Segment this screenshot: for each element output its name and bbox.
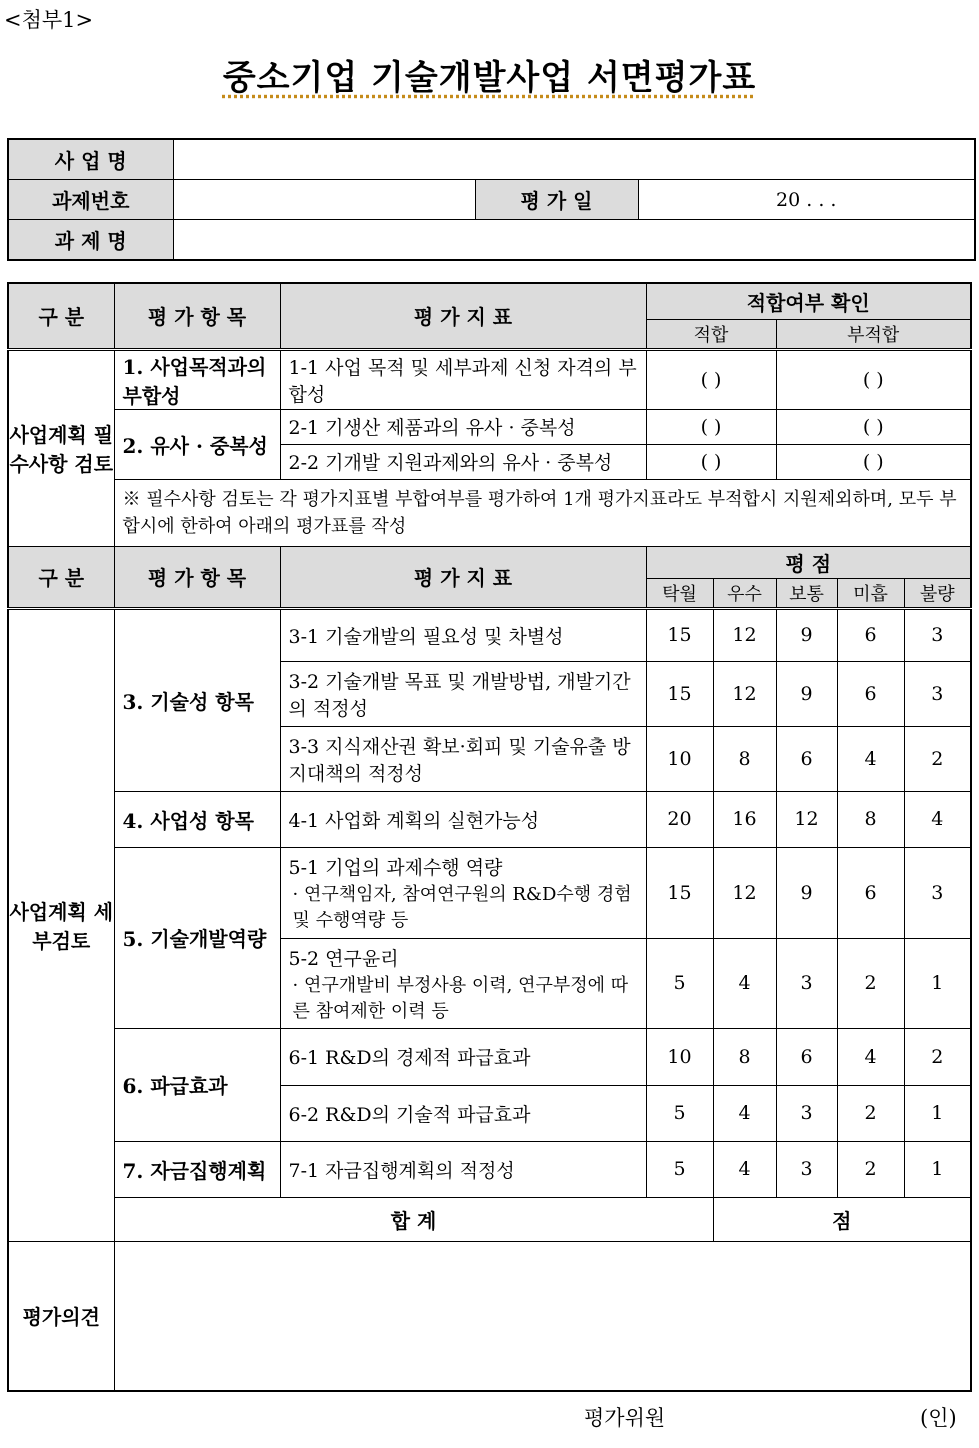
score-cell[interactable]: 8 [713,1028,776,1085]
grade-good: 우수 [713,578,776,608]
score-cell[interactable]: 8 [837,791,904,847]
score-cell[interactable]: 10 [646,726,713,791]
score-cell[interactable]: 2 [904,1028,971,1085]
score-cell[interactable]: 20 [646,791,713,847]
score-cell[interactable]: 15 [646,847,713,938]
header-fit: 적합 [646,319,776,349]
detail-section-label: 사업계획 세부검토 [8,608,114,1241]
business-name-field[interactable] [173,139,975,180]
required-section-label: 사업계획 필수사항 검토 [8,349,114,546]
indicator-3-3: 3-3 지식재산권 확보·회피 및 기술유출 방지대책의 적정성 [280,726,646,791]
score-cell[interactable]: 2 [837,938,904,1028]
score-cell[interactable]: 4 [713,1141,776,1197]
score-cell[interactable]: 3 [904,847,971,938]
required-indicator-2-1: 2-1 기생산 제품과의 유사 · 중복성 [280,409,646,444]
score-header: 평 점 [646,546,971,578]
detail-item-3: 3. 기술성 항목 [114,608,280,791]
indicator-5-2-title: 5-2 연구윤리 [288,947,399,970]
score-cell[interactable]: 6 [837,661,904,726]
required-item-2: 2. 유사 · 중복성 [114,409,280,479]
score-cell[interactable]: 8 [713,726,776,791]
score-cell[interactable]: 10 [646,1028,713,1085]
total-score-field[interactable]: 점 [713,1197,971,1241]
score-cell[interactable]: 6 [776,1028,837,1085]
score-cell[interactable]: 3 [776,1085,837,1141]
score-cell[interactable]: 2 [837,1085,904,1141]
indicator-6-2: 6-2 R&D의 기술적 파급효과 [280,1085,646,1141]
score-cell[interactable]: 4 [713,1085,776,1141]
score-cell[interactable]: 3 [776,938,837,1028]
required-item-1: 1. 사업목적과의 부합성 [114,349,280,409]
indicator-4-1: 4-1 사업화 계획의 실현가능성 [280,791,646,847]
header-fit-check: 적합여부 확인 [646,283,971,319]
header-unfit: 부적합 [776,319,971,349]
header-category: 구 분 [8,283,114,349]
business-name-label: 사 업 명 [8,139,173,180]
indicator-5-1-sub: · 연구책임자, 참여연구원의 R&D수행 경험 및 수행역량 등 [292,884,632,931]
indicator-5-2-sub: · 연구개발비 부정사용 이력, 연구부정에 따른 참여제한 이력 등 [292,974,629,1022]
fit-check-1-1[interactable]: ( ) [646,349,776,409]
opinion-field[interactable] [114,1241,971,1391]
required-note: ※ 필수사항 검토는 각 평가지표별 부합여부를 평가하여 1개 평가지표라도 부적합시 지원제외하며, 모두 부합시에 한하여 아래의 평가표를 작성 [114,479,971,546]
score-cell[interactable]: 9 [776,847,837,938]
evaluator-label: 평가위원 [584,1406,666,1430]
detail-item-7: 7. 자금집행계획 [114,1141,280,1197]
total-label: 합 계 [114,1197,713,1241]
indicator-6-1: 6-1 R&D의 경제적 파급효과 [280,1028,646,1085]
task-name-field[interactable] [173,220,975,261]
page-title: 중소기업 기술개발사업 서면평가표 [222,58,757,98]
grade-average: 보통 [776,578,837,608]
indicator-5-2 [280,938,646,1028]
score-cell[interactable]: 16 [713,791,776,847]
score-cell[interactable]: 3 [904,661,971,726]
score-header-indicator: 평 가 지 표 [280,546,646,608]
score-cell[interactable]: 4 [713,938,776,1028]
required-indicator-1-1: 1-1 사업 목적 및 세부과제 신청 자격의 부합성 [280,349,646,409]
eval-date-field[interactable]: 20 . . . [638,180,975,220]
indicator-5-1 [280,847,646,938]
grade-poor: 미흡 [837,578,904,608]
score-cell[interactable]: 1 [904,938,971,1028]
indicator-7-1: 7-1 자금집행계획의 적정성 [280,1141,646,1197]
score-cell[interactable]: 12 [776,791,837,847]
grade-excellent: 탁월 [646,578,713,608]
score-cell[interactable]: 12 [713,847,776,938]
detail-item-5: 5. 기술개발역량 [114,847,280,1028]
indicator-3-2: 3-2 기술개발 목표 및 개발방법, 개발기간의 적정성 [280,661,646,726]
score-cell[interactable]: 9 [776,608,837,661]
score-cell[interactable]: 4 [837,726,904,791]
indicator-3-1: 3-1 기술개발의 필요성 및 차별성 [280,608,646,661]
score-cell[interactable]: 3 [776,1141,837,1197]
task-name-label: 과 제 명 [8,220,173,261]
seal-label: (인) [920,1406,957,1430]
score-cell[interactable]: 6 [776,726,837,791]
header-indicator: 평 가 지 표 [280,283,646,349]
score-cell[interactable]: 6 [837,847,904,938]
task-number-label: 과제번호 [8,180,173,220]
score-header-item: 평 가 항 목 [114,546,280,608]
task-number-field[interactable] [173,180,475,220]
score-cell[interactable]: 12 [713,608,776,661]
unfit-check-1-1[interactable]: ( ) [776,349,971,409]
fit-check-2-2[interactable]: ( ) [646,444,776,479]
score-cell[interactable]: 3 [904,608,971,661]
score-cell[interactable]: 5 [646,938,713,1028]
score-cell[interactable]: 4 [837,1028,904,1085]
detail-item-4: 4. 사업성 항목 [114,791,280,847]
attachment-label: <첨부1> [4,8,94,32]
opinion-label: 평가의견 [8,1241,114,1391]
unfit-check-2-2[interactable]: ( ) [776,444,971,479]
grade-bad: 불량 [904,578,971,608]
score-cell[interactable]: 5 [646,1085,713,1141]
score-cell[interactable]: 1 [904,1141,971,1197]
detail-item-6: 6. 파급효과 [114,1028,280,1141]
header-item: 평 가 항 목 [114,283,280,349]
score-cell[interactable]: 4 [904,791,971,847]
score-cell[interactable]: 1 [904,1085,971,1141]
eval-date-label: 평 가 일 [475,180,638,220]
evaluation-table [7,282,972,1392]
score-cell[interactable]: 12 [713,661,776,726]
score-cell[interactable]: 2 [904,726,971,791]
indicator-5-1-title: 5-1 기업의 과제수행 역량 [288,857,503,879]
score-cell[interactable]: 15 [646,608,713,661]
score-cell[interactable]: 9 [776,661,837,726]
score-cell[interactable]: 15 [646,661,713,726]
score-cell[interactable]: 5 [646,1141,713,1197]
score-header-category: 구 분 [8,546,114,608]
score-cell[interactable]: 6 [837,608,904,661]
score-cell[interactable]: 2 [837,1141,904,1197]
fit-check-2-1[interactable]: ( ) [646,409,776,444]
unfit-check-2-1[interactable]: ( ) [776,409,971,444]
info-table [7,138,976,261]
required-indicator-2-2: 2-2 기개발 지원과제와의 유사 · 중복성 [280,444,646,479]
